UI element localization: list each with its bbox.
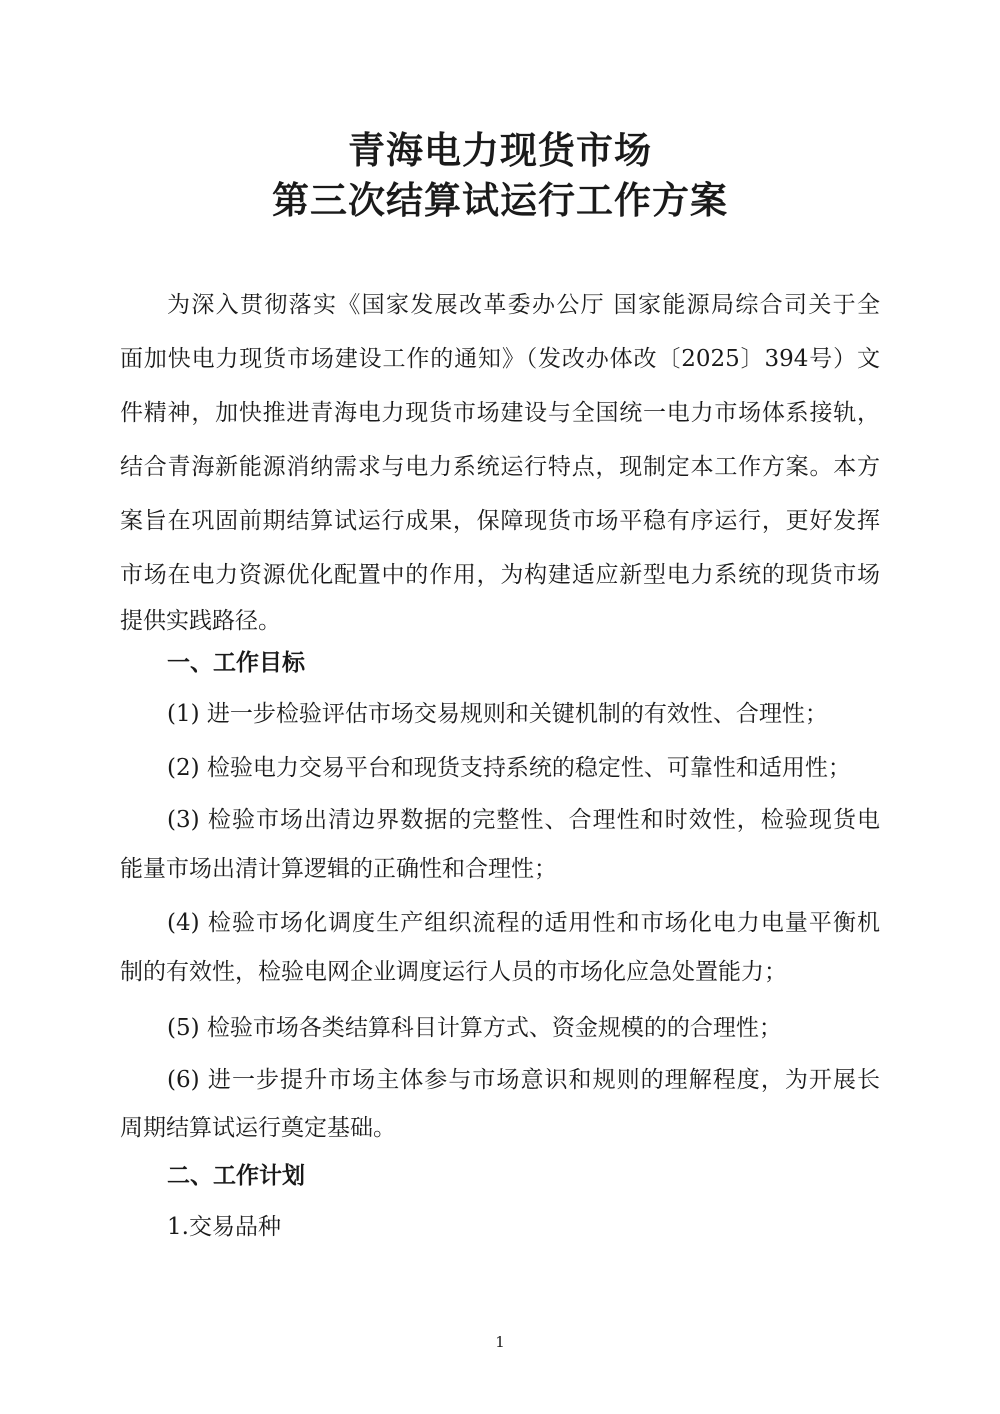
section-heading-goals: 一、工作目标 bbox=[167, 650, 305, 676]
document-title-line-2: 第三次结算试运行工作方案 bbox=[272, 179, 728, 222]
section-heading-plan: 二、工作计划 bbox=[167, 1163, 305, 1189]
document-title-line-1: 青海电力现货市场 bbox=[348, 129, 652, 172]
intro-line: 面加快电力现货市场建设工作的通知》（发改办体改〔2025〕394号）文 bbox=[120, 346, 880, 372]
intro-line: 为深入贯彻落实《国家发展改革委办公厅 国家能源局综合司关于全 bbox=[167, 292, 880, 318]
goal-item-3-cont: 能量市场出清计算逻辑的正确性和合理性； bbox=[120, 856, 557, 882]
goal-item-2: (2) 检验电力交易平台和现货支持系统的稳定性、可靠性和适用性； bbox=[167, 755, 851, 781]
goal-item-1: (1) 进一步检验评估市场交易规则和关键机制的有效性、合理性； bbox=[167, 701, 828, 727]
goal-item-4: (4) 检验市场化调度生产组织流程的适用性和市场化电力电量平衡机 bbox=[167, 910, 880, 936]
goal-item-6: (6) 进一步提升市场主体参与市场意识和规则的理解程度，为开展长 bbox=[167, 1067, 880, 1093]
subsection-trade-types: 1.交易品种 bbox=[167, 1214, 281, 1240]
goal-item-6-cont: 周期结算试运行奠定基础。 bbox=[120, 1115, 396, 1141]
goal-item-3: (3) 检验市场出清边界数据的完整性、合理性和时效性，检验现货电 bbox=[167, 807, 880, 833]
intro-line: 提供实践路径。 bbox=[120, 608, 281, 634]
intro-line: 件精神，加快推进青海电力现货市场建设与全国统一电力市场体系接轨， bbox=[120, 400, 880, 426]
page-number: 1 bbox=[495, 1333, 505, 1351]
goal-item-5: (5) 检验市场各类结算科目计算方式、资金规模的的合理性； bbox=[167, 1015, 782, 1041]
intro-line: 案旨在巩固前期结算试运行成果，保障现货市场平稳有序运行，更好发挥 bbox=[120, 508, 880, 534]
goal-item-4-cont: 制的有效性，检验电网企业调度运行人员的市场化应急处置能力； bbox=[120, 959, 787, 985]
intro-line: 结合青海新能源消纳需求与电力系统运行特点，现制定本工作方案。本方 bbox=[120, 454, 880, 480]
intro-line: 市场在电力资源优化配置中的作用，为构建适应新型电力系统的现货市场 bbox=[120, 562, 880, 588]
